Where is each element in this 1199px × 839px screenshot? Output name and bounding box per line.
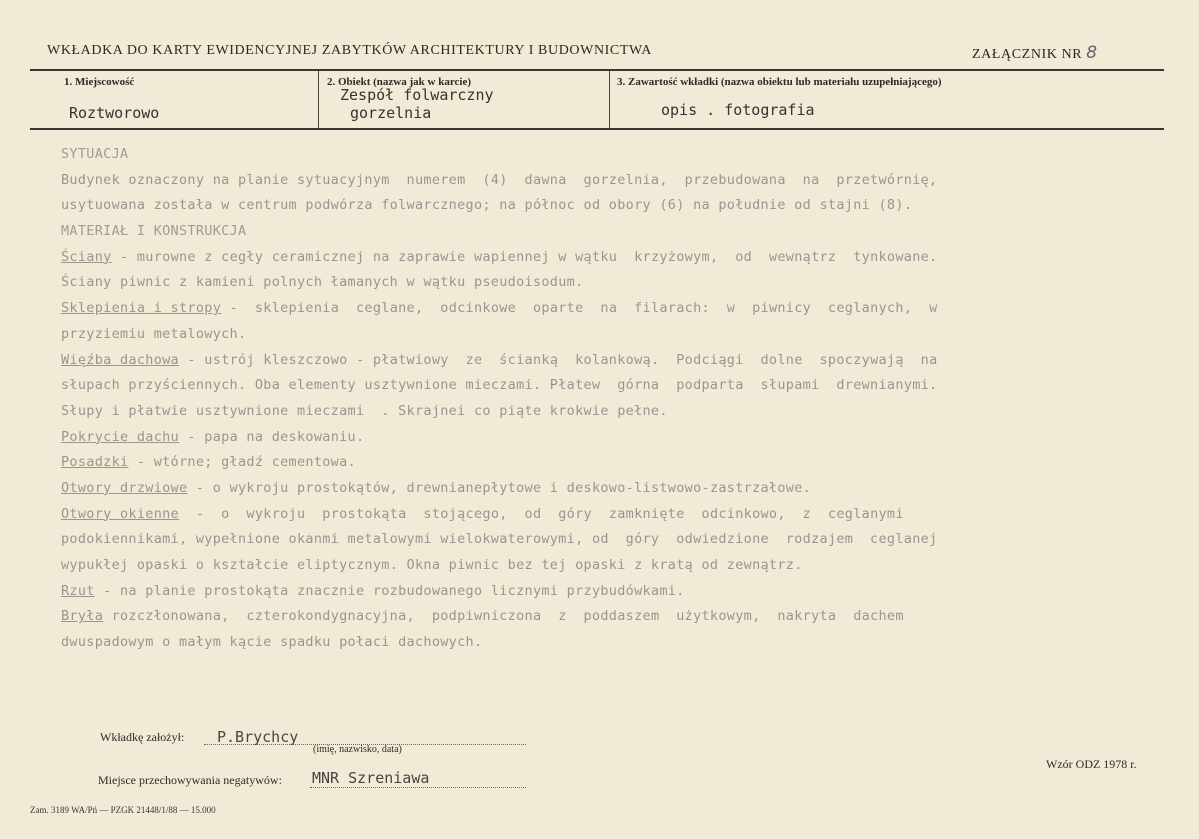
subsection-heading: Bryła <box>61 608 104 625</box>
description-line <box>61 296 1131 322</box>
subsection-heading: Rzut <box>61 582 95 599</box>
locality-value: Roztworowo <box>69 104 160 122</box>
description-line <box>61 322 1131 348</box>
description-text: słupach przyściennych. Oba elementy usztywnione mieczami. Płatew górna podparta słupami drewnianymi. <box>61 377 938 394</box>
header-bottom-rule <box>30 128 1164 130</box>
created-by-label: Wkładkę założył: <box>100 730 185 744</box>
description-line <box>61 142 1131 168</box>
description-line <box>61 348 1131 374</box>
locality-label: 1. Miejscowość <box>64 76 135 88</box>
description-line <box>61 168 1131 194</box>
subsection-heading: Sklepienia i stropy <box>61 300 222 317</box>
description-body <box>61 142 1131 656</box>
object-label: 2. Obiekt (nazwa jak w karcie) <box>327 76 472 88</box>
contents-value: opis . fotografia <box>661 101 815 119</box>
created-by-value: P.Brychcy <box>217 728 299 746</box>
description-text: - murowne z cegły ceramicznej na zaprawie wapiennej w wątku krzyżowym, od wewnątrz tynkowane. <box>111 248 938 265</box>
column-divider-1 <box>318 71 319 128</box>
created-by-hint: (imię, nazwisko, data) <box>313 744 402 755</box>
description-line <box>61 502 1131 528</box>
description-text: podokiennikami, wypełnione okanmi metalowymi wielokwaterowymi, od góry odwiedzione rodzajem ceglanej <box>61 531 938 548</box>
section-heading: MATERIAŁ I KONSTRUKCJA <box>61 223 247 240</box>
description-line <box>61 270 1131 296</box>
negatives-dotted-line <box>310 787 526 788</box>
subsection-heading: Otwory drzwiowe <box>61 479 188 496</box>
object-value-line1: Zespół folwarczny <box>340 86 494 104</box>
description-text: - o wykroju prostokąta stojącego, od góry zamknięte odcinkowo, z ceglanymi <box>179 505 904 522</box>
description-line <box>61 245 1131 271</box>
contents-label: 3. Zawartość wkładki (nazwa obiektu lub materiału uzupełniającego) <box>617 76 942 88</box>
form-title: WKŁADKA DO KARTY EWIDENCYJNEJ ZABYTKÓW ARCHITEKTURY I BUDOWNICTWA <box>47 43 652 58</box>
description-line <box>61 399 1131 425</box>
description-line <box>61 579 1131 605</box>
subsection-heading: Otwory okienne <box>61 505 179 522</box>
subsection-heading: Pokrycie dachu <box>61 428 179 445</box>
description-text: Słupy i płatwie usztywnione mieczami . Skrajnei co piąte krokwie pełne. <box>61 402 668 419</box>
description-line <box>61 219 1131 245</box>
description-text: Ściany piwnic z kamieni polnych łamanych w wątku pseudoisodum. <box>61 274 584 291</box>
description-text: - na planie prostokąta znacznie rozbudowanego licznymi przybudówkami. <box>94 582 685 599</box>
description-line <box>61 450 1131 476</box>
description-line <box>61 476 1131 502</box>
subsection-heading: Posadzki <box>61 454 129 471</box>
description-line <box>61 553 1131 579</box>
description-text: - ustrój kleszczowo - płatwiowy ze ścianką kolankową. Podciągi dolne spoczywają na <box>179 351 938 368</box>
annex-number <box>972 43 1098 63</box>
template-note: Wzór ODZ 1978 r. <box>1046 757 1137 771</box>
description-line <box>61 527 1131 553</box>
description-text: przyziemiu metalowych. <box>61 325 247 342</box>
subsection-heading: Ściany <box>61 248 112 265</box>
description-text: wypukłej opaski o kształcie eliptycznym. Okna piwnic bez tej opaski z kratą od zewnątrz. <box>61 557 803 573</box>
description-line <box>61 193 1131 219</box>
column-divider-2 <box>609 71 610 128</box>
object-value-line2: gorzelnia <box>350 104 432 122</box>
annex-number-value: 8 <box>1086 43 1098 63</box>
description-line <box>61 630 1131 656</box>
description-text: Budynek oznaczony na planie sytuacyjnym numerem (4) dawna gorzelnia, przebudowana na przetwórnię, <box>61 171 938 188</box>
description-text: - sklepienia ceglane, odcinkowe oparte na filarach: w piwnicy ceglanych, w <box>221 300 938 317</box>
description-line <box>61 604 1131 630</box>
print-code: Zam. 3189 WA/Pń — PZGK 21448/1/88 — 15.000 <box>30 805 216 815</box>
description-text: - o wykroju prostokątów, drewnianepłytowe i deskowo-listwowo-zastrzałowe. <box>187 479 812 496</box>
annex-label: ZAŁĄCZNIK NR <box>972 47 1083 62</box>
description-text: - wtórne; gładź cementowa. <box>128 454 356 471</box>
description-line <box>61 373 1131 399</box>
negatives-value: MNR Szreniawa <box>312 769 430 787</box>
description-text: usytuowana została w centrum podwórza folwarcznego; na północ od obory (6) na południe od stajni (8). <box>61 197 913 214</box>
subsection-heading: Więźba dachowa <box>61 351 179 368</box>
header-top-rule <box>30 69 1164 71</box>
description-text: dwuspadowym o małym kącie spadku połaci dachowych. <box>61 634 483 651</box>
description-text: rozczłonowana, czterokondygnacyjna, podpiwniczona z poddaszem użytkowym, nakryta dachem <box>103 608 904 625</box>
description-text: - papa na deskowaniu. <box>179 428 365 445</box>
negatives-label: Miejsce przechowywania negatywów: <box>98 773 282 787</box>
section-heading: SYTUACJA <box>61 146 129 162</box>
description-line <box>61 425 1131 451</box>
